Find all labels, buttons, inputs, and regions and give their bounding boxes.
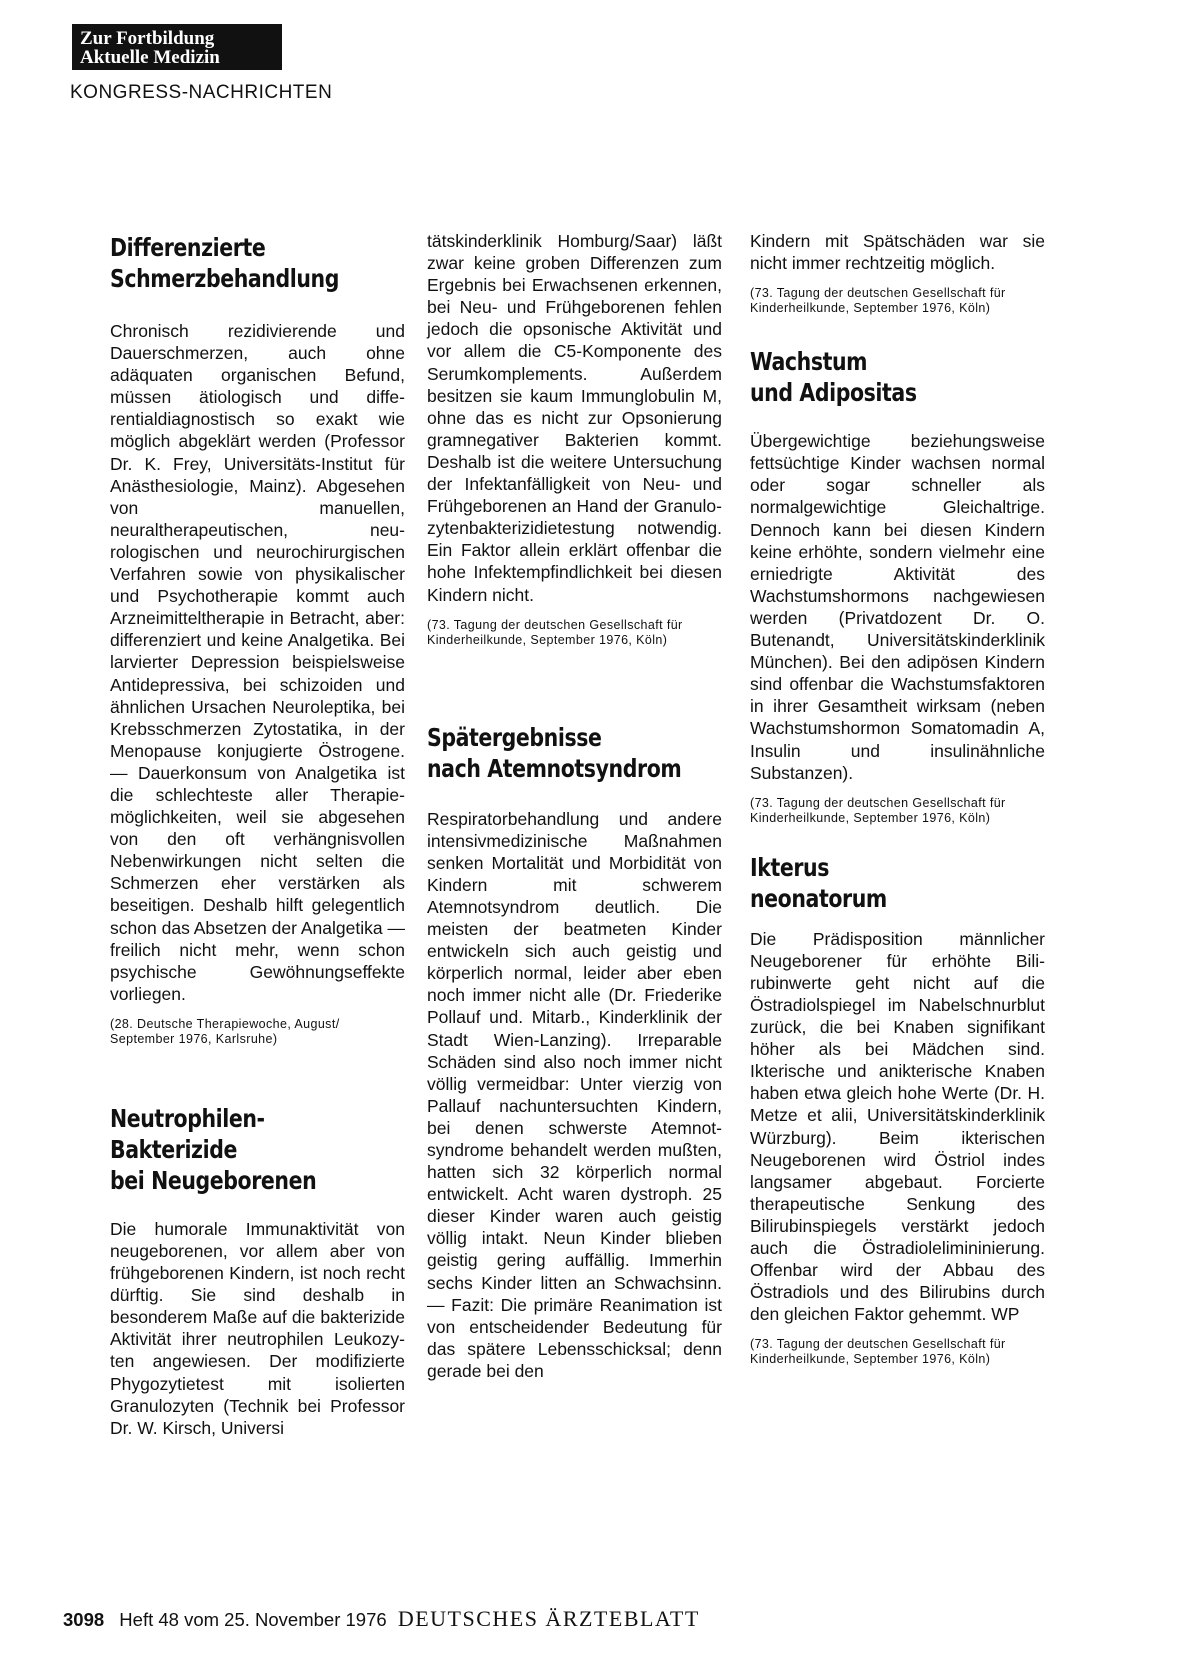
article-body-continued: Kindern mit Spätschäden war sie nicht immer rechtzeitig möglich. (750, 231, 1045, 274)
article-wachstum (750, 346, 1045, 826)
article-neutrophilen (110, 1103, 405, 1439)
article-source: (73. Tagung der deutschen Gesellschaft für Kinderheilkunde, September 1976, Köln) (750, 1337, 1006, 1367)
title-line: neonatorum (750, 883, 887, 913)
title-line: und Adipositas (750, 378, 917, 408)
article-title (750, 852, 992, 914)
article-atemnot (427, 722, 722, 1382)
title-line: Ikterus (750, 852, 830, 882)
title-line: Wachstum (750, 347, 868, 377)
article-source: (73. Tagung der deutschen Gesellschaft für Kinderheilkunde, September 1976, Köln) (750, 795, 1006, 825)
article-body: Übergewichtige beziehungsweise fettsüchtige Kinder wachsen normal oder sogar schneller als normalgewichtige Gleichaltrige. Dennoch kann bei diesen Kindern keine erhöhte, sondern vielmehr eine erniedrigte Aktivität des Wachstumshormons nachgewiesen werden (Privatdozent Dr. O. Butenandt, Universitätskinderklinik München). Bei den adipösen Kindern sind offenbar die Wachstumsfaktoren in ihrer Gesamtheit wirksam (neben Wachstumshormon Somatomadin A, Insulin und insulinähnliche Substanzen). (750, 431, 1045, 783)
article-title (110, 232, 352, 294)
title-line: Bakterizide (110, 1134, 237, 1164)
article-ikterus (750, 852, 1045, 1368)
article-body: Die humorale Immunaktivität von neugeborenen, vor allem aber von frühgeborenen Kindern, ist noch recht dürftig. Sie sind deshalb in besonderem Maße auf die bakterizide Aktivität ihrer neutrophilen Leukozyten angewiesen. Der modifizierte Phygozytietest mit isolierten Granulozyten (Technik bei Professor Dr. W. Kirsch, Universi (110, 1218, 405, 1438)
article-body-continued: tätskinderklinik Homburg/Saar) läßt zwar keine groben Differenzen zum Ergebnis bei Erwachsenen erkennen, bei Neu- und Frühgeborenen fehlen jedoch die opsonische Aktivität und vor allem die C5-Komponente des Serumkomplements. Außerdem besitzen sie kaum Immunglobulin M, ohne das es nicht zur Opsonierung gramnegativer Bakterien kommt. Deshalb ist die weitere Untersuchung der Infektanfälligkeit von Neu- und Frühgeborenen an Hand der Granulozytenbakterizidietestung notwendig. Ein Faktor allein erklärt offenbar die hohe Infektempfindlichkeit bei diesen Kindern nicht. (427, 231, 722, 605)
title-line: Schmerzbehandlung (110, 264, 340, 293)
banner-line-2: Aktuelle Medizin (80, 47, 220, 68)
section-label: KONGRESS-NACHRICHTEN (70, 82, 333, 103)
title-line: bei Neugeborenen (110, 1165, 317, 1195)
article-schmerz (110, 232, 405, 1047)
page-footer (63, 1606, 700, 1632)
title-line: Spätergebnisse (427, 722, 602, 752)
article-title (110, 1103, 352, 1196)
title-line: nach Atemnotsyndrom (427, 753, 682, 783)
article-body: Chronisch rezidivierende und Dauerschmerzen, auch ohne adäquaten organischen Befund, müssen ätiologisch und differentialdiagnostisch so exakt wie möglich abgeklärt werden (Professor Dr. K. Frey, Universitäts-Institut für Anästhesiologie, Mainz). Abgesehen von manuellen, neuraltherapeutischen, neurologischen und neurochirurgischen Verfahren sowie von physikalischer und Psychotherapie kommt auch Arzneimitteltherapie in Betracht, aber: differenziert und keine Analgetika. Bei larvierter Depression beispielsweise Antidepressiva, bei schizoiden und ähnlichen Ursachen Neuroleptika, bei Krebsschmerzen Zytostatika, in der Menopause konjugierte Östrogene. — Dauerkonsum von Analgetika ist die schlechteste aller Therapiemöglichkeiten, weil sie abgesehen von den oft verhängnisvollen Nebenwirkungen nicht selten die Schmerzen eher verstärken als beseitigen. Deshalb hilft gelegentlich schon das Absetzen der Analgetika — freilich nicht mehr, wenn schon psychische Gewöhnungseffekte vorliegen. (110, 321, 405, 1004)
title-line: Differenzierte (110, 233, 266, 262)
article-source: (73. Tagung der deutschen Gesellschaft für Kinderheilkunde, September 1976, Köln) (427, 617, 683, 647)
column-2 (427, 230, 722, 1382)
journal-name: DEUTSCHES ÄRZTEBLATT (397, 1606, 700, 1631)
article-body: Respiratorbehandlung und andere intensivmedizinische Maßnahmen senken Mortalität und Morbidität von Kindern mit schwerem Atemnotsyndrom deutlich. Die meisten der beatmeten Kinder entwickeln sich auch geistig und körperlich normal, leider aber eben noch immer nicht alle (Dr. Friederike Pollauf und. Mitarb., Kinderklinik der Stadt Wien-Lanzing). Irreparable Schäden sind also noch immer nicht völlig vermeidbar: Unter vierzig von Pallauf nachuntersuchten Kindern, bei denen schwerste Atemnotsyndrome behandelt werden mußten, hatten sich 32 körperlich normal entwickelt. Acht waren dystroph. 25 dieser Kinder waren auch geistig völlig intakt. Neun Kinder blieben geistig gering auffällig. Immerhin sechs Kinder litten an Schwachsinn. — Fazit: Die primäre Reanimation ist von entscheidender Bedeutung für das spätere Lebensschicksal; denn gerade bei den (427, 808, 722, 1381)
section-banner (72, 24, 282, 70)
column-3 (750, 230, 1045, 1367)
article-title (427, 722, 682, 784)
issue-info: Heft 48 vom 25. November 1976 (119, 1609, 387, 1630)
article-body: Die Prädisposition männlicher Neugeborener für erhöhte Bilirubinwerte geht nicht auf die Östradiolspiegel im Nabelschnurblut zurück, die bei Knaben signifikant höher als bei Mädchen sind. Ikterische und anikterische Knaben haben etwa gleich hohe Werte (Dr. H. Metze et alii, Universitätskinderklinik Würzburg). Beim ikterischen Neugeborenen wird Östriol indes langsamer abgebaut. Forcierte therapeutische Senkung des Bilirubinspiegels verstärkt jedoch auch die Östradiolelimininierung. Offenbar wird der Abbau des Östradiols und des Bilirubins durch den gleichen Faktor gehemmt. WP (750, 928, 1045, 1325)
article-source: (28. Deutsche Therapiewoche, August/ September 1976, Karlsruhe) (110, 1016, 340, 1046)
title-line: Neutrophilen- (110, 1103, 265, 1133)
banner-line-1: Zur Fortbildung (80, 28, 215, 49)
page-number: 3098 (63, 1609, 105, 1630)
article-title (750, 346, 992, 408)
column-1 (110, 232, 405, 1439)
article-source: (73. Tagung der deutschen Gesellschaft für Kinderheilkunde, September 1976, Köln) (750, 286, 1006, 316)
